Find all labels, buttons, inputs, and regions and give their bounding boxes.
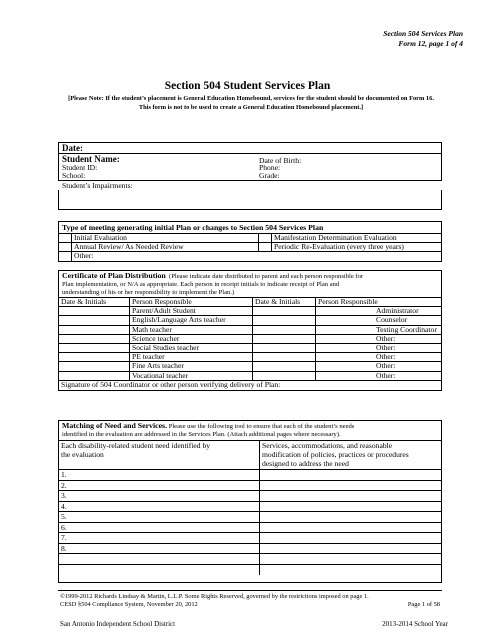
col-student-need-line-2: the evaluation bbox=[61, 450, 104, 459]
form-header-title: Section 504 Services Plan bbox=[383, 29, 463, 38]
school-year: 2013-2014 School Year bbox=[382, 620, 448, 628]
need-row-4[interactable]: 4. bbox=[59, 501, 260, 512]
distribution-instructions-3: understanding of his or her responsibility to implement the Plan.) bbox=[62, 289, 235, 296]
page-title: Section 504 Student Services Plan bbox=[164, 80, 331, 92]
impairments-field[interactable] bbox=[58, 190, 442, 210]
date-of-birth-label: Date of Birth: bbox=[259, 156, 302, 165]
service-cell-4[interactable] bbox=[260, 501, 442, 512]
person-ela-teacher: English/Language Arts teacher bbox=[130, 316, 253, 325]
person-other-2: Other: bbox=[316, 344, 442, 353]
person-testing-coordinator: Testing Coordinator bbox=[316, 325, 442, 334]
date-initials-cell[interactable] bbox=[59, 307, 130, 316]
matching-heading: Matching of Need and Services. bbox=[62, 421, 168, 430]
date-label: Date: bbox=[62, 143, 83, 153]
date-initials-cell[interactable] bbox=[253, 334, 316, 343]
person-counselor: Counselor bbox=[316, 316, 442, 325]
date-initials-cell[interactable] bbox=[59, 344, 130, 353]
distribution-table bbox=[59, 297, 441, 389]
col-student-need-line-1: Each disability-related student need identified by bbox=[61, 441, 211, 450]
footer-rule bbox=[58, 590, 442, 591]
form-header bbox=[383, 29, 463, 49]
distribution-heading: Certificate of Plan Distribution bbox=[62, 271, 166, 280]
date-initials-cell[interactable] bbox=[253, 353, 316, 362]
date-initials-cell[interactable] bbox=[253, 307, 316, 316]
extra-row[interactable] bbox=[59, 554, 260, 565]
option-other: Other: bbox=[74, 251, 94, 261]
col-services-line-3: designed to address the need bbox=[262, 459, 349, 468]
copyright-line-2: CESD §504 Compliance System, November 20, 2012 bbox=[60, 601, 198, 608]
matching-table bbox=[59, 441, 441, 575]
need-row-6[interactable]: 6. bbox=[59, 522, 260, 533]
need-row-7[interactable]: 7. bbox=[59, 533, 260, 544]
service-cell-8[interactable] bbox=[260, 543, 442, 554]
person-administrator: Administrator bbox=[316, 307, 442, 316]
need-row-8[interactable]: 8. bbox=[59, 543, 260, 554]
need-row-3[interactable]: 3. bbox=[59, 491, 260, 502]
signature-line[interactable]: Signature of 504 Coordinator or other person verifying delivery of Plan: bbox=[61, 379, 281, 389]
person-fine-arts-teacher: Fine Arts teacher bbox=[130, 362, 253, 371]
person-other-3: Other: bbox=[316, 353, 442, 362]
copyright-line-1: ©1999-2012 Richards Lindsay & Martin, L.L.P. Some Rights Reserved, governed by the restrictions imposed on page 1. bbox=[60, 593, 369, 600]
need-row-1[interactable]: 1. bbox=[59, 470, 260, 481]
person-parent: Parent/Adult Student bbox=[130, 307, 253, 316]
matching-section bbox=[58, 420, 442, 583]
date-initials-cell[interactable] bbox=[253, 316, 316, 325]
date-initials-cell[interactable] bbox=[253, 344, 316, 353]
service-cell-1[interactable] bbox=[260, 470, 442, 481]
form-header-page: Form 12, page 1 of 4 bbox=[398, 39, 463, 48]
person-other-4: Other: bbox=[316, 362, 442, 371]
col-services-line-1: Services, accommodations, and reasonable bbox=[262, 441, 393, 450]
plan-distribution-section bbox=[58, 270, 442, 391]
col-date-initials-left: Date & Initials bbox=[59, 298, 130, 307]
student-id-label: Student ID: bbox=[62, 163, 98, 172]
school-label: School: bbox=[62, 171, 86, 180]
extra-row[interactable] bbox=[59, 565, 260, 576]
need-row-5[interactable]: 5. bbox=[59, 512, 260, 523]
person-math-teacher: Math teacher bbox=[130, 325, 253, 334]
distribution-instructions-1: (Please indicate date distributed to parent and each person responsible for bbox=[169, 273, 364, 280]
person-vocational-teacher: Vocational teacher bbox=[130, 371, 253, 380]
date-initials-cell[interactable] bbox=[59, 371, 130, 380]
service-cell-5[interactable] bbox=[260, 512, 442, 523]
col-services bbox=[260, 441, 442, 470]
meeting-type-section bbox=[58, 221, 442, 262]
date-initials-cell[interactable] bbox=[59, 334, 130, 343]
meeting-type-heading: Type of meeting generating initial Plan or changes to Section 504 Services Plan bbox=[59, 222, 441, 234]
checkbox-initial-evaluation[interactable] bbox=[59, 234, 72, 243]
date-initials-cell[interactable] bbox=[59, 325, 130, 334]
matching-instructions-1: Please use the following tool to ensure that each of the student’s needs bbox=[168, 423, 355, 430]
student-name-label: Student Name: bbox=[62, 154, 120, 164]
person-other-1: Other: bbox=[316, 334, 442, 343]
option-initial-evaluation: Initial Evaluation bbox=[72, 234, 259, 243]
col-services-line-2: modification of policies, practices or procedures bbox=[262, 450, 409, 459]
student-info-section bbox=[58, 142, 442, 181]
impairments-label: Student’s Impairments: bbox=[62, 181, 133, 190]
page-number: Page 1 of 58 bbox=[407, 601, 440, 608]
extra-service-cell[interactable] bbox=[260, 554, 442, 565]
person-social-studies-teacher: Social Studies teacher bbox=[130, 344, 253, 353]
col-student-need bbox=[59, 441, 260, 470]
extra-service-cell[interactable] bbox=[260, 565, 442, 576]
date-initials-cell[interactable] bbox=[253, 371, 316, 380]
date-initials-cell[interactable] bbox=[253, 325, 316, 334]
date-initials-cell[interactable] bbox=[59, 316, 130, 325]
option-annual-review: Annual Review/ As Needed Review bbox=[72, 243, 259, 252]
service-cell-3[interactable] bbox=[260, 491, 442, 502]
grade-label: Grade: bbox=[259, 171, 280, 180]
district-name: San Antonio Independent School District bbox=[60, 620, 176, 628]
need-row-2[interactable]: 2. bbox=[59, 480, 260, 491]
date-initials-cell[interactable] bbox=[59, 353, 130, 362]
col-date-initials-right: Date & Initials bbox=[253, 298, 316, 307]
service-cell-7[interactable] bbox=[260, 533, 442, 544]
matching-instructions-2: identified in the evaluation are addressed in the Services Plan. (Attach additional pages where necessary). bbox=[62, 431, 341, 438]
person-science-teacher: Science teacher bbox=[130, 334, 253, 343]
col-person-left: Person Responsible bbox=[130, 298, 253, 307]
person-pe-teacher: PE teacher bbox=[130, 353, 253, 362]
homebound-note: [Please Note: If the student’s placement is General Education Homebound, services for the student should be documented on Form 16. This form is not to be used to create a General Education Homebound placement.] bbox=[68, 95, 434, 111]
person-other-5: Other: bbox=[316, 371, 442, 380]
checkbox-annual-review[interactable] bbox=[59, 243, 72, 252]
service-cell-6[interactable] bbox=[260, 522, 442, 533]
service-cell-2[interactable] bbox=[260, 480, 442, 491]
option-manifestation: Manifestation Determination Evaluation bbox=[272, 234, 442, 243]
date-initials-cell[interactable] bbox=[59, 362, 130, 371]
date-initials-cell[interactable] bbox=[253, 362, 316, 371]
checkbox-other[interactable] bbox=[59, 252, 72, 261]
phone-label: Phone: bbox=[259, 163, 281, 172]
option-periodic-reevaluation: Periodic Re-Evaluation (every three years) bbox=[272, 243, 442, 252]
col-person-right: Person Responsible bbox=[316, 298, 442, 307]
distribution-instructions-2: Plan implementation, or N/A as appropriate. Each person in receipt initials to indicate receipt of Plan and bbox=[62, 281, 340, 288]
checkbox-manifestation[interactable] bbox=[259, 234, 272, 243]
checkbox-periodic-reevaluation[interactable] bbox=[259, 243, 272, 252]
